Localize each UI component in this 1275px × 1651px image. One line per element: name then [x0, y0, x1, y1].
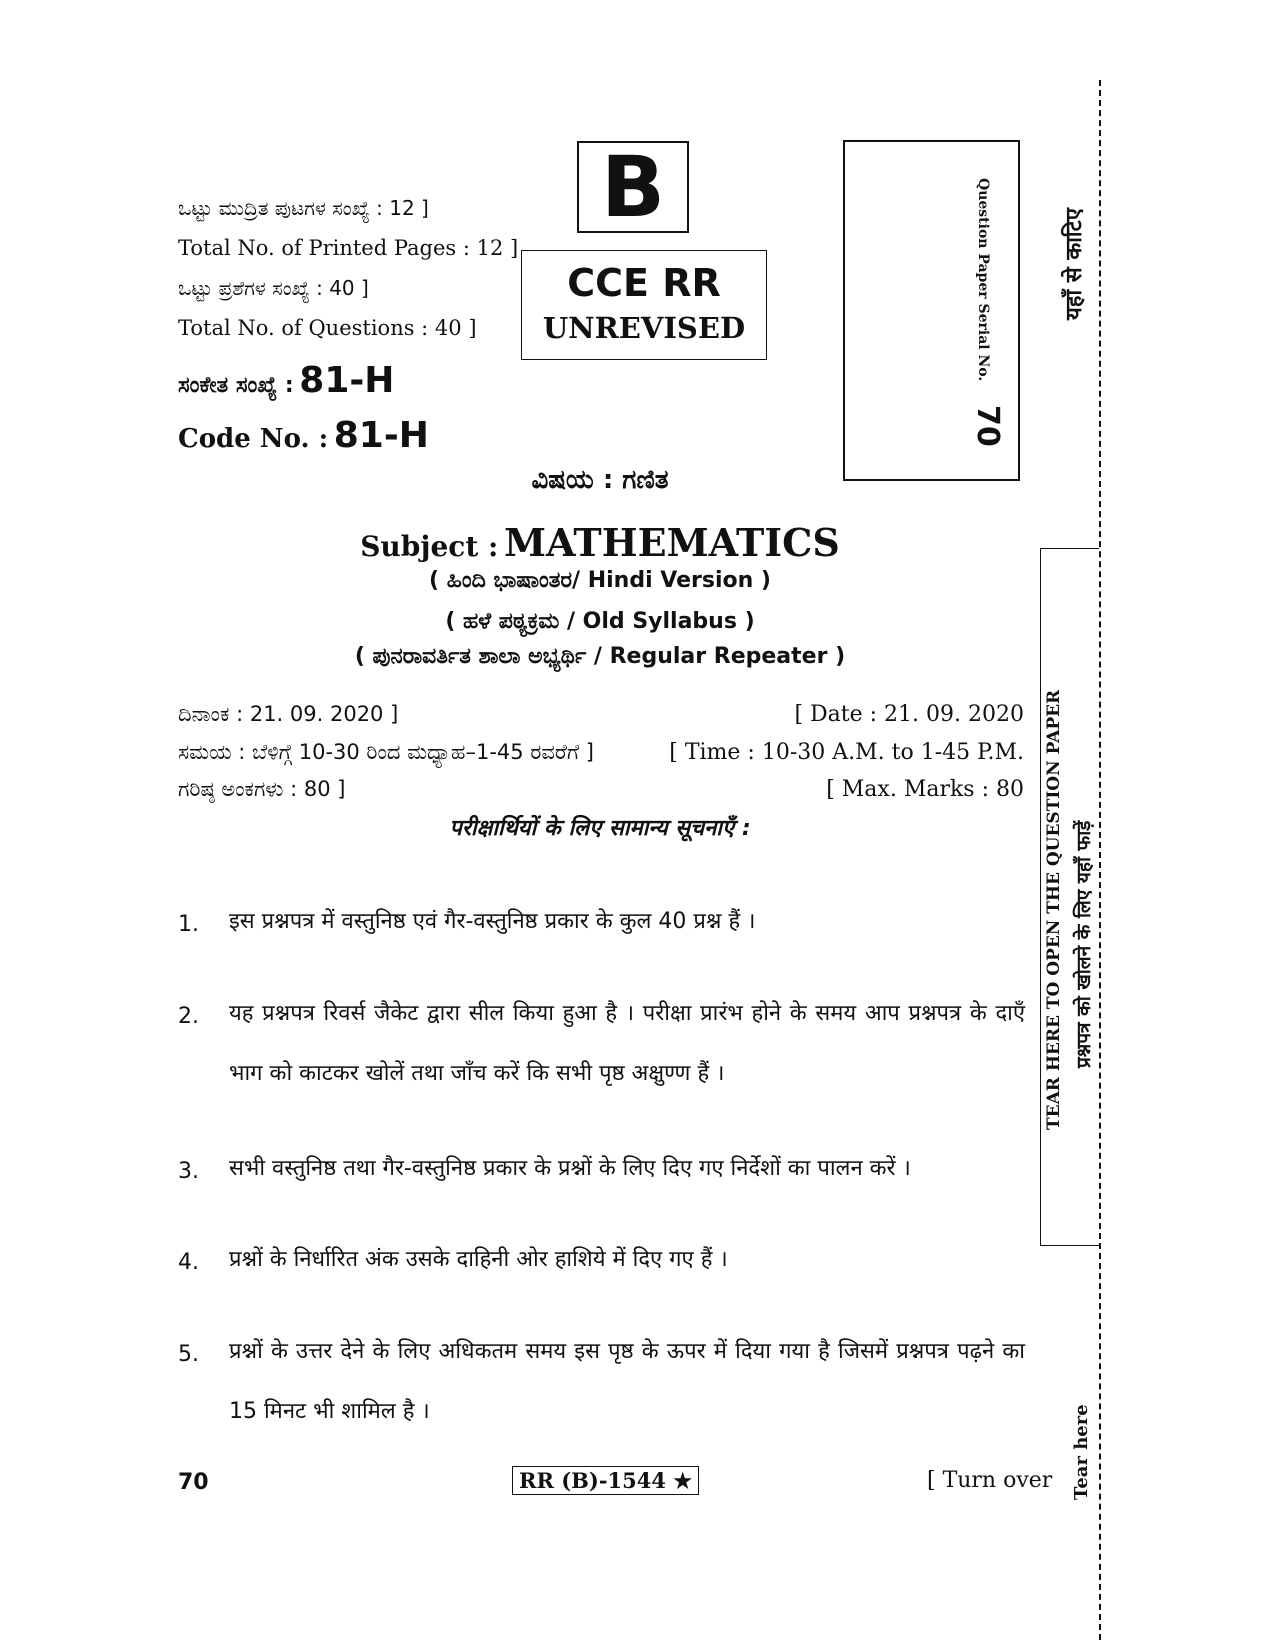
tear-dashed-line	[1099, 80, 1101, 1640]
code-number	[178, 415, 429, 456]
total-pages-kannada: ಒಟ್ಟು ಮುದ್ರಿತ ಪುಟಗಳ ಸಂಖ್ಯೆ : 12 ]	[178, 196, 429, 220]
version-line: ( ಹಿಂದಿ ಭಾಷಾಂತರ/ Hindi Version )	[429, 568, 771, 593]
subject-kannada: ವಿಷಯ : ಗಣಿತ	[531, 465, 669, 495]
turn-over: [ Turn over	[927, 1468, 1053, 1493]
date: [ Date : 21. 09. 2020	[794, 702, 1024, 727]
instruction-number: 2.	[178, 1004, 199, 1029]
time: [ Time : 10-30 A.M. to 1-45 P.M.	[669, 740, 1024, 765]
instruction-text: यह प्रश्नपत्र रिवर्स जैकेट द्वारा सील किया हुआ है । परीक्षा प्रारंभ होने के समय आप प्रश्नपत्र के दाएँ भाग को काटकर खोलें तथा जाँच करें कि सभी पृष्ठ अक्षुण्ण हैं ।	[229, 1001, 1025, 1086]
paper-code: RR (B)-1544 ★	[512, 1466, 699, 1495]
subject-name: MATHEMATICS	[503, 520, 840, 565]
instructions-title: परीक्षार्थियों के लिए सामान्य सूचनाएँ :	[449, 816, 751, 841]
code-label-kannada: ಸಂಕೇತ ಸಂಖ್ಯೆ :	[178, 373, 294, 398]
max-marks: [ Max. Marks : 80	[826, 777, 1024, 802]
serial-number: 70	[970, 405, 1005, 447]
exam-title: CCE RR	[567, 261, 721, 305]
instruction-text: इस प्रश्नपत्र में वस्तुनिष्ठ एवं गैर-वस्तुनिष्ठ प्रकार के कुल 40 प्रश्न हैं ।	[229, 909, 756, 934]
tear-here-label: Tear here	[1071, 1404, 1092, 1500]
candidate-line: ( ಪುನರಾವರ್ತಿತ ಶಾಲಾ ಅಭ್ಯರ್ಥಿ / Regular Repeater )	[354, 644, 846, 669]
tear-instruction-english: TEAR HERE TO OPEN THE QUESTION PAPER	[1044, 689, 1064, 1130]
instruction-text: प्रश्नों के निर्धारित अंक उसके दाहिनी ओर हाशिये में दिए गए हैं ।	[229, 1247, 728, 1272]
max-marks-kannada: ಗರಿಷ್ಠ ಅಂಕಗಳು : 80 ]	[178, 777, 346, 801]
serial-label: Question Paper Serial No.	[975, 178, 991, 382]
code-value: 81-H	[333, 415, 429, 456]
instruction-number: 3.	[178, 1159, 199, 1184]
exam-subtitle: UNREVISED	[542, 311, 746, 345]
instruction-number: 4.	[178, 1250, 199, 1275]
tear-instruction-hindi: प्रश्नपत्र को खोलने के लिए यहाँ फाड़ें	[1073, 820, 1095, 1068]
code-value: 81-H	[299, 360, 395, 401]
instruction-text: सभी वस्तुनिष्ठ तथा गैर-वस्तुनिष्ठ प्रकार के प्रश्नों के लिए दिए गए निर्देशों का पालन करें ।	[229, 1156, 911, 1181]
date-kannada: ದಿನಾಂಕ : 21. 09. 2020 ]	[178, 702, 399, 726]
code-number-kannada	[178, 360, 394, 401]
total-questions-kannada: ಒಟ್ಟು ಪ್ರಶೆಗಳ ಸಂಖ್ಯೆ : 40 ]	[178, 276, 369, 300]
total-pages: Total No. of Printed Pages : 12 ]	[178, 236, 519, 260]
total-questions: Total No. of Questions : 40 ]	[178, 316, 477, 340]
instruction-text: प्रश्नों के उत्तर देने के लिए अधिकतम समय इस पृष्ठ के ऊपर में दिया गया है जिसमें प्रश्नपत्र पढ़ने का 15 मिनट भी शामिल है ।	[229, 1339, 1025, 1424]
syllabus-line: ( ಹಳೆ ಪಠ್ಯಕ್ರಮ / Old Syllabus )	[445, 609, 755, 634]
subject-title	[170, 520, 1030, 565]
code-label: Code No. :	[178, 424, 329, 454]
set-letter-box	[577, 138, 689, 236]
exam-type-box	[521, 250, 767, 360]
instruction-number: 1.	[178, 912, 199, 937]
subject-label: Subject :	[360, 530, 499, 563]
time-kannada: ಸಮಯ : ಬೆಳಿಗ್ಗೆ 10-30 ರಿಂದ ಮಧ್ಯಾಹ–1-45 ರವರೆಗೆ ]	[178, 740, 594, 764]
instruction-number: 5.	[178, 1342, 199, 1367]
tear-top-label: यहाँ से काटिए	[1062, 208, 1087, 320]
set-letter: B	[600, 138, 666, 236]
page-number: 70	[178, 1470, 209, 1495]
